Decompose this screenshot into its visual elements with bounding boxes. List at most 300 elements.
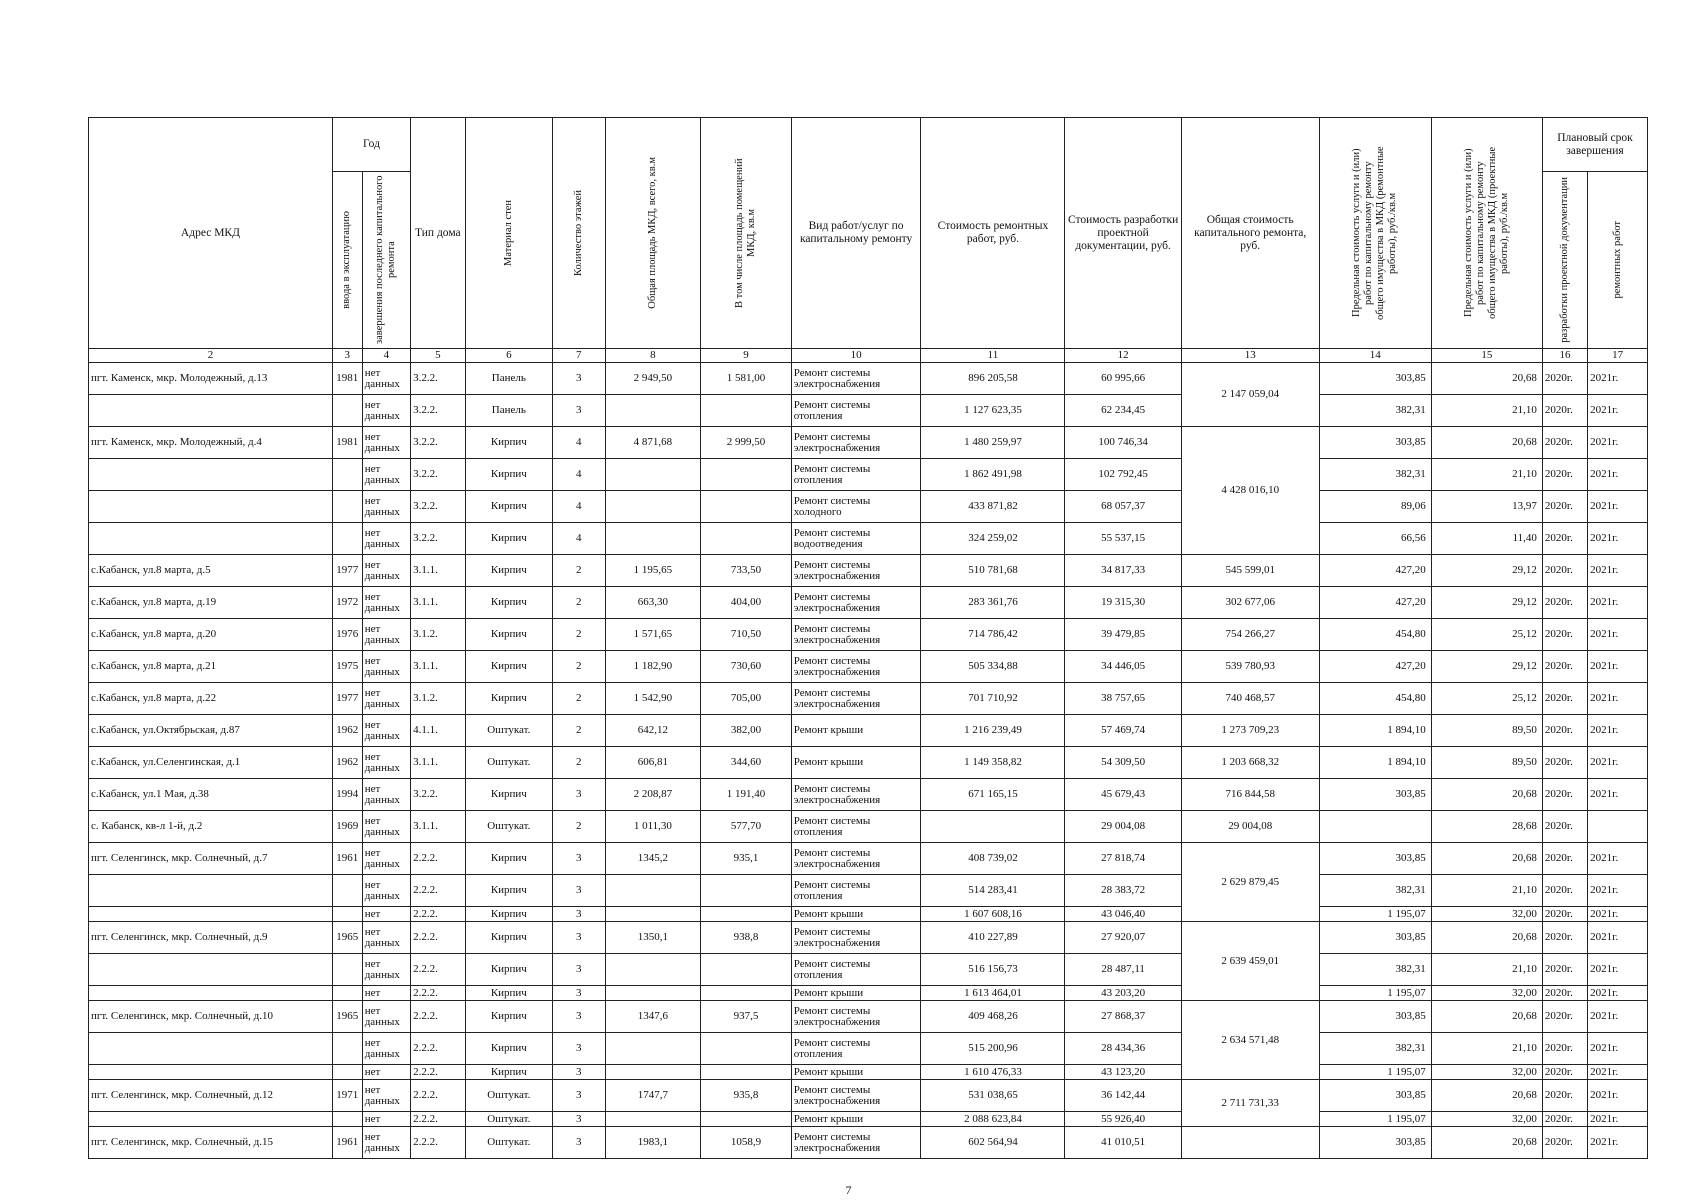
table-row — [89, 1112, 1648, 1127]
deadline-design-cell: 2020г. — [1542, 986, 1587, 1001]
wall-material-cell: Оштукат. — [465, 747, 552, 779]
total-area-cell — [605, 491, 701, 523]
house-type-cell: 3.1.1. — [411, 651, 466, 683]
wall-material-cell: Кирпич — [465, 523, 552, 555]
house-type-cell: 2.2.2. — [411, 1112, 466, 1127]
work-type-cell: Ремонт системы отопления — [791, 811, 921, 843]
design-cost-cell: 102 792,45 — [1065, 459, 1181, 491]
wall-material-cell: Кирпич — [465, 954, 552, 986]
total-area-cell: 606,81 — [605, 747, 701, 779]
limit-cost-repair-cell: 1 894,10 — [1319, 715, 1431, 747]
column-number: 9 — [701, 349, 792, 363]
repair-cost-cell: 531 038,65 — [921, 1080, 1065, 1112]
wall-material-cell: Кирпич — [465, 683, 552, 715]
table-row — [89, 843, 1648, 875]
year-last-repair-cell: нет — [362, 986, 410, 1001]
table-header — [89, 118, 1648, 363]
header-wall-material: Материал стен — [465, 118, 552, 349]
repair-cost-cell: 1 216 239,49 — [921, 715, 1065, 747]
house-type-cell: 3.1.1. — [411, 555, 466, 587]
total-area-cell: 1 542,90 — [605, 683, 701, 715]
header-deadline-group: Плановый срок завершения — [1542, 118, 1647, 172]
design-cost-cell: 27 920,07 — [1065, 922, 1181, 954]
deadline-design-cell: 2020г. — [1542, 1065, 1587, 1080]
year-last-repair-cell: нет данных — [362, 363, 410, 395]
total-area-cell — [605, 1065, 701, 1080]
limit-cost-repair-cell: 382,31 — [1319, 459, 1431, 491]
column-number: 8 — [605, 349, 701, 363]
year-commission-cell: 1961 — [332, 1127, 362, 1159]
premises-area-cell: 1058,9 — [701, 1127, 792, 1159]
wall-material-cell: Кирпич — [465, 651, 552, 683]
limit-cost-repair-cell: 303,85 — [1319, 363, 1431, 395]
deadline-design-cell: 2020г. — [1542, 843, 1587, 875]
floors-cell: 4 — [553, 459, 605, 491]
work-type-cell: Ремонт системы электроснабжения — [791, 555, 921, 587]
year-last-repair-cell: нет данных — [362, 1127, 410, 1159]
limit-cost-design-cell: 20,68 — [1431, 1127, 1542, 1159]
deadline-design-cell: 2020г. — [1542, 811, 1587, 843]
limit-cost-design-cell: 21,10 — [1431, 875, 1542, 907]
floors-cell: 2 — [553, 555, 605, 587]
year-commission-cell: 1972 — [332, 587, 362, 619]
work-type-cell: Ремонт крыши — [791, 1065, 921, 1080]
deadline-design-cell: 2020г. — [1542, 954, 1587, 986]
repair-cost-cell: 1 480 259,97 — [921, 427, 1065, 459]
total-area-cell: 2 208,87 — [605, 779, 701, 811]
limit-cost-design-cell: 25,12 — [1431, 683, 1542, 715]
total-area-cell: 1345,2 — [605, 843, 701, 875]
repair-cost-cell: 516 156,73 — [921, 954, 1065, 986]
year-commission-cell: 1962 — [332, 747, 362, 779]
year-commission-cell — [332, 459, 362, 491]
design-cost-cell: 100 746,34 — [1065, 427, 1181, 459]
premises-area-cell: 935,1 — [701, 843, 792, 875]
header-floors: Количество этажей — [553, 118, 605, 349]
limit-cost-repair-cell: 454,80 — [1319, 619, 1431, 651]
table-row — [89, 427, 1648, 459]
repair-cost-cell: 409 468,26 — [921, 1001, 1065, 1033]
total-area-cell: 1350,1 — [605, 922, 701, 954]
deadline-design-cell: 2020г. — [1542, 459, 1587, 491]
limit-cost-design-cell: 13,97 — [1431, 491, 1542, 523]
design-cost-cell: 60 995,66 — [1065, 363, 1181, 395]
deadline-design-cell: 2020г. — [1542, 1112, 1587, 1127]
premises-area-cell: 710,50 — [701, 619, 792, 651]
address-cell: пгт. Селенгинск, мкр. Солнечный, д.10 — [89, 1001, 333, 1033]
deadline-design-cell: 2020г. — [1542, 1033, 1587, 1065]
limit-cost-repair-cell: 303,85 — [1319, 1080, 1431, 1112]
deadline-repair-cell: 2021г. — [1588, 954, 1648, 986]
total-area-cell — [605, 523, 701, 555]
header-premises-area: В том числе площадь помещений МКД, кв.м — [701, 118, 792, 349]
floors-cell: 3 — [553, 1127, 605, 1159]
year-commission-cell — [332, 491, 362, 523]
address-cell — [89, 907, 333, 922]
wall-material-cell: Кирпич — [465, 843, 552, 875]
deadline-design-cell: 2020г. — [1542, 875, 1587, 907]
total-cost-cell: 4 428 016,10 — [1181, 427, 1319, 555]
house-type-cell: 2.2.2. — [411, 1001, 466, 1033]
year-last-repair-cell: нет данных — [362, 587, 410, 619]
year-commission-cell — [332, 1065, 362, 1080]
total-cost-cell — [1181, 1127, 1319, 1159]
floors-cell: 2 — [553, 683, 605, 715]
wall-material-cell: Кирпич — [465, 779, 552, 811]
house-type-cell: 2.2.2. — [411, 875, 466, 907]
wall-material-cell: Оштукат. — [465, 1080, 552, 1112]
premises-area-cell — [701, 491, 792, 523]
limit-cost-design-cell: 11,40 — [1431, 523, 1542, 555]
work-type-cell: Ремонт системы электроснабжения — [791, 683, 921, 715]
year-last-repair-cell: нет данных — [362, 922, 410, 954]
work-type-cell: Ремонт системы электроснабжения — [791, 619, 921, 651]
limit-cost-repair-cell: 303,85 — [1319, 427, 1431, 459]
premises-area-cell: 577,70 — [701, 811, 792, 843]
year-last-repair-cell: нет данных — [362, 843, 410, 875]
floors-cell: 3 — [553, 1033, 605, 1065]
year-commission-cell: 1981 — [332, 363, 362, 395]
wall-material-cell: Кирпич — [465, 587, 552, 619]
house-type-cell: 2.2.2. — [411, 1033, 466, 1065]
deadline-design-cell: 2020г. — [1542, 651, 1587, 683]
premises-area-cell: 705,00 — [701, 683, 792, 715]
table-row — [89, 1001, 1648, 1033]
total-area-cell: 2 949,50 — [605, 363, 701, 395]
repair-cost-cell: 514 283,41 — [921, 875, 1065, 907]
deadline-design-cell: 2020г. — [1542, 491, 1587, 523]
limit-cost-design-cell: 20,68 — [1431, 1001, 1542, 1033]
work-type-cell: Ремонт системы электроснабжения — [791, 1127, 921, 1159]
design-cost-cell: 43 046,40 — [1065, 907, 1181, 922]
year-last-repair-cell: нет данных — [362, 555, 410, 587]
work-type-cell: Ремонт системы электроснабжения — [791, 651, 921, 683]
limit-cost-design-cell: 20,68 — [1431, 779, 1542, 811]
address-cell — [89, 459, 333, 491]
repair-cost-cell: 1 610 476,33 — [921, 1065, 1065, 1080]
repair-cost-cell: 505 334,88 — [921, 651, 1065, 683]
floors-cell: 2 — [553, 747, 605, 779]
design-cost-cell: 45 679,43 — [1065, 779, 1181, 811]
total-cost-cell: 2 634 571,48 — [1181, 1001, 1319, 1080]
house-type-cell: 2.2.2. — [411, 954, 466, 986]
year-commission-cell — [332, 523, 362, 555]
house-type-cell: 3.1.1. — [411, 747, 466, 779]
floors-cell: 3 — [553, 922, 605, 954]
total-area-cell — [605, 395, 701, 427]
header-total-area: Общая площадь МКД, всего, кв.м — [605, 118, 701, 349]
repair-cost-cell: 701 710,92 — [921, 683, 1065, 715]
year-commission-cell: 1965 — [332, 1001, 362, 1033]
floors-cell: 3 — [553, 1001, 605, 1033]
repair-cost-cell: 1 862 491,98 — [921, 459, 1065, 491]
premises-area-cell — [701, 459, 792, 491]
house-type-cell: 3.2.2. — [411, 459, 466, 491]
work-type-cell: Ремонт системы электроснабжения — [791, 587, 921, 619]
design-cost-cell: 41 010,51 — [1065, 1127, 1181, 1159]
floors-cell: 3 — [553, 1112, 605, 1127]
year-commission-cell: 1969 — [332, 811, 362, 843]
limit-cost-design-cell: 29,12 — [1431, 651, 1542, 683]
limit-cost-design-cell: 20,68 — [1431, 843, 1542, 875]
limit-cost-design-cell: 21,10 — [1431, 954, 1542, 986]
total-area-cell: 663,30 — [605, 587, 701, 619]
floors-cell: 3 — [553, 363, 605, 395]
work-type-cell: Ремонт системы отопления — [791, 954, 921, 986]
page-number: 7 — [845, 1183, 852, 1197]
limit-cost-repair-cell: 427,20 — [1319, 587, 1431, 619]
floors-cell: 2 — [553, 619, 605, 651]
wall-material-cell: Панель — [465, 395, 552, 427]
address-cell: с.Кабанск, ул.8 марта, д.21 — [89, 651, 333, 683]
year-last-repair-cell: нет — [362, 907, 410, 922]
limit-cost-repair-cell: 1 894,10 — [1319, 747, 1431, 779]
repair-cost-cell: 410 227,89 — [921, 922, 1065, 954]
floors-cell: 3 — [553, 1080, 605, 1112]
limit-cost-design-cell: 29,12 — [1431, 555, 1542, 587]
design-cost-cell: 27 818,74 — [1065, 843, 1181, 875]
house-type-cell: 2.2.2. — [411, 1127, 466, 1159]
table-row — [89, 523, 1648, 555]
limit-cost-repair-cell: 303,85 — [1319, 1001, 1431, 1033]
table-row — [89, 1033, 1648, 1065]
deadline-design-cell: 2020г. — [1542, 619, 1587, 651]
column-number: 14 — [1319, 349, 1431, 363]
repair-cost-cell: 1 607 608,16 — [921, 907, 1065, 922]
column-number: 2 — [89, 349, 333, 363]
house-type-cell: 3.2.2. — [411, 395, 466, 427]
work-type-cell: Ремонт системы электроснабжения — [791, 922, 921, 954]
wall-material-cell: Кирпич — [465, 619, 552, 651]
year-last-repair-cell: нет данных — [362, 651, 410, 683]
address-cell: с.Кабанск, ул.8 марта, д.20 — [89, 619, 333, 651]
column-number: 3 — [332, 349, 362, 363]
total-area-cell: 1347,6 — [605, 1001, 701, 1033]
column-number: 17 — [1588, 349, 1648, 363]
wall-material-cell: Кирпич — [465, 922, 552, 954]
premises-area-cell: 1 191,40 — [701, 779, 792, 811]
year-last-repair-cell: нет данных — [362, 779, 410, 811]
wall-material-cell: Кирпич — [465, 459, 552, 491]
premises-area-cell — [701, 1065, 792, 1080]
address-cell: пгт. Селенгинск, мкр. Солнечный, д.7 — [89, 843, 333, 875]
limit-cost-design-cell: 89,50 — [1431, 747, 1542, 779]
wall-material-cell: Кирпич — [465, 555, 552, 587]
table-row — [89, 922, 1648, 954]
total-cost-cell: 302 677,06 — [1181, 587, 1319, 619]
premises-area-cell: 938,8 — [701, 922, 792, 954]
work-type-cell: Ремонт системы электроснабжения — [791, 363, 921, 395]
address-cell: с. Кабанск, кв-л 1-й, д.2 — [89, 811, 333, 843]
limit-cost-repair-cell: 66,56 — [1319, 523, 1431, 555]
deadline-repair-cell: 2021г. — [1588, 1127, 1648, 1159]
header-repair-cost: Стоимость ремонтных работ, руб. — [921, 118, 1065, 349]
deadline-repair-cell: 2021г. — [1588, 922, 1648, 954]
table-body — [89, 363, 1648, 1159]
column-number: 10 — [791, 349, 921, 363]
premises-area-cell — [701, 523, 792, 555]
repair-cost-cell: 2 088 623,84 — [921, 1112, 1065, 1127]
work-type-cell: Ремонт крыши — [791, 715, 921, 747]
house-type-cell: 2.2.2. — [411, 907, 466, 922]
total-cost-cell: 2 711 731,33 — [1181, 1080, 1319, 1127]
premises-area-cell — [701, 1033, 792, 1065]
column-number: 15 — [1431, 349, 1542, 363]
deadline-repair-cell: 2021г. — [1588, 363, 1648, 395]
work-type-cell: Ремонт системы электроснабжения — [791, 843, 921, 875]
address-cell — [89, 1065, 333, 1080]
repair-cost-cell: 408 739,02 — [921, 843, 1065, 875]
header-year-last-repair: завершения последнего капитального ремонта — [362, 172, 410, 349]
premises-area-cell — [701, 395, 792, 427]
address-cell — [89, 1112, 333, 1127]
floors-cell: 3 — [553, 779, 605, 811]
deadline-repair-cell: 2021г. — [1588, 395, 1648, 427]
total-area-cell: 1 182,90 — [605, 651, 701, 683]
premises-area-cell — [701, 954, 792, 986]
floors-cell: 4 — [553, 491, 605, 523]
address-cell: с.Кабанск, ул.1 Мая, д.38 — [89, 779, 333, 811]
header-house-type: Тип дома — [411, 118, 466, 349]
house-type-cell: 3.2.2. — [411, 363, 466, 395]
floors-cell: 2 — [553, 587, 605, 619]
house-type-cell: 4.1.1. — [411, 715, 466, 747]
wall-material-cell: Кирпич — [465, 986, 552, 1001]
address-cell: пгт. Каменск, мкр. Молодежный, д.4 — [89, 427, 333, 459]
repair-cost-cell: 283 361,76 — [921, 587, 1065, 619]
column-number-row — [89, 349, 1648, 363]
table-row — [89, 555, 1648, 587]
deadline-repair-cell: 2021г. — [1588, 875, 1648, 907]
limit-cost-repair-cell: 382,31 — [1319, 875, 1431, 907]
year-commission-cell: 1994 — [332, 779, 362, 811]
year-last-repair-cell: нет данных — [362, 1033, 410, 1065]
deadline-repair-cell: 2021г. — [1588, 427, 1648, 459]
table-row — [89, 651, 1648, 683]
limit-cost-repair-cell — [1319, 811, 1431, 843]
design-cost-cell: 28 383,72 — [1065, 875, 1181, 907]
house-type-cell: 3.2.2. — [411, 779, 466, 811]
address-cell: пгт. Селенгинск, мкр. Солнечный, д.15 — [89, 1127, 333, 1159]
limit-cost-repair-cell: 454,80 — [1319, 683, 1431, 715]
table-row — [89, 587, 1648, 619]
year-commission-cell — [332, 954, 362, 986]
deadline-repair-cell: 2021г. — [1588, 651, 1648, 683]
deadline-repair-cell: 2021г. — [1588, 523, 1648, 555]
year-last-repair-cell: нет данных — [362, 747, 410, 779]
deadline-design-cell: 2020г. — [1542, 587, 1587, 619]
header-total-cost: Общая стоимость капитального ремонта, руб. — [1181, 118, 1319, 349]
limit-cost-repair-cell: 382,31 — [1319, 1033, 1431, 1065]
limit-cost-repair-cell: 303,85 — [1319, 922, 1431, 954]
wall-material-cell: Панель — [465, 363, 552, 395]
column-number: 4 — [362, 349, 410, 363]
year-commission-cell — [332, 1033, 362, 1065]
deadline-design-cell: 2020г. — [1542, 1127, 1587, 1159]
design-cost-cell: 34 446,05 — [1065, 651, 1181, 683]
limit-cost-design-cell: 32,00 — [1431, 907, 1542, 922]
limit-cost-repair-cell: 382,31 — [1319, 395, 1431, 427]
year-commission-cell — [332, 907, 362, 922]
work-type-cell: Ремонт крыши — [791, 747, 921, 779]
wall-material-cell: Кирпич — [465, 875, 552, 907]
table-row — [89, 1065, 1648, 1080]
floors-cell: 3 — [553, 875, 605, 907]
header-design-cost: Стоимость разработки проектной документации, руб. — [1065, 118, 1181, 349]
wall-material-cell: Оштукат. — [465, 811, 552, 843]
house-type-cell: 3.1.1. — [411, 587, 466, 619]
address-cell — [89, 395, 333, 427]
design-cost-cell: 38 757,65 — [1065, 683, 1181, 715]
year-last-repair-cell: нет данных — [362, 1080, 410, 1112]
work-type-cell: Ремонт крыши — [791, 907, 921, 922]
total-area-cell — [605, 1033, 701, 1065]
repair-cost-cell: 324 259,02 — [921, 523, 1065, 555]
limit-cost-design-cell: 20,68 — [1431, 427, 1542, 459]
year-last-repair-cell: нет данных — [362, 427, 410, 459]
address-cell: пгт. Селенгинск, мкр. Солнечный, д.9 — [89, 922, 333, 954]
house-type-cell: 3.1.2. — [411, 683, 466, 715]
limit-cost-repair-cell: 427,20 — [1319, 555, 1431, 587]
table-row — [89, 811, 1648, 843]
address-cell — [89, 954, 333, 986]
deadline-repair-cell: 2021г. — [1588, 491, 1648, 523]
house-type-cell: 3.2.2. — [411, 491, 466, 523]
floors-cell: 3 — [553, 1065, 605, 1080]
total-cost-cell: 545 599,01 — [1181, 555, 1319, 587]
work-type-cell: Ремонт системы электроснабжения — [791, 779, 921, 811]
repair-cost-cell: 1 613 464,01 — [921, 986, 1065, 1001]
deadline-design-cell: 2020г. — [1542, 907, 1587, 922]
repair-cost-cell: 896 205,58 — [921, 363, 1065, 395]
work-type-cell: Ремонт системы отопления — [791, 875, 921, 907]
floors-cell: 3 — [553, 986, 605, 1001]
total-cost-cell: 29 004,08 — [1181, 811, 1319, 843]
total-area-cell — [605, 875, 701, 907]
total-cost-cell: 754 266,27 — [1181, 619, 1319, 651]
total-cost-cell: 539 780,93 — [1181, 651, 1319, 683]
wall-material-cell: Кирпич — [465, 1001, 552, 1033]
design-cost-cell: 27 868,37 — [1065, 1001, 1181, 1033]
house-type-cell: 3.2.2. — [411, 523, 466, 555]
year-last-repair-cell: нет данных — [362, 811, 410, 843]
house-type-cell: 3.1.2. — [411, 619, 466, 651]
limit-cost-design-cell: 21,10 — [1431, 395, 1542, 427]
year-commission-cell: 1961 — [332, 843, 362, 875]
limit-cost-repair-cell: 303,85 — [1319, 1127, 1431, 1159]
year-commission-cell: 1976 — [332, 619, 362, 651]
wall-material-cell: Оштукат. — [465, 715, 552, 747]
total-cost-cell: 2 147 059,04 — [1181, 363, 1319, 427]
total-area-cell: 1 571,65 — [605, 619, 701, 651]
address-cell: пгт. Селенгинск, мкр. Солнечный, д.12 — [89, 1080, 333, 1112]
year-commission-cell — [332, 1112, 362, 1127]
design-cost-cell: 54 309,50 — [1065, 747, 1181, 779]
deadline-design-cell: 2020г. — [1542, 747, 1587, 779]
total-area-cell — [605, 986, 701, 1001]
premises-area-cell: 1 581,00 — [701, 363, 792, 395]
repair-cost-cell: 714 786,42 — [921, 619, 1065, 651]
work-type-cell: Ремонт системы электроснабжения — [791, 1080, 921, 1112]
deadline-repair-cell: 2021г. — [1588, 555, 1648, 587]
design-cost-cell: 19 315,30 — [1065, 587, 1181, 619]
limit-cost-design-cell: 32,00 — [1431, 1112, 1542, 1127]
column-number: 7 — [553, 349, 605, 363]
deadline-design-cell: 2020г. — [1542, 395, 1587, 427]
repair-cost-cell: 1 149 358,82 — [921, 747, 1065, 779]
floors-cell: 3 — [553, 395, 605, 427]
repair-cost-cell: 671 165,15 — [921, 779, 1065, 811]
